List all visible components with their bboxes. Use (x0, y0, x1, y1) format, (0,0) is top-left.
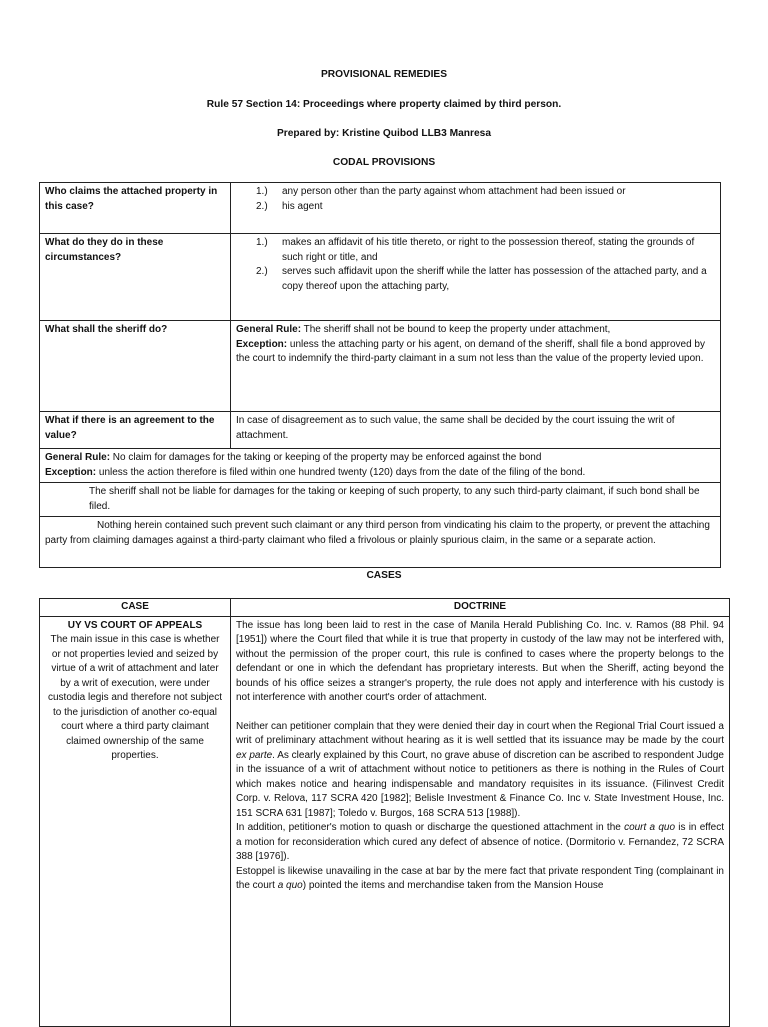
codal-row-who (40, 183, 721, 234)
numbered-list (236, 185, 715, 214)
list-item (236, 265, 715, 294)
doctrine-text: In addition, petitioner's motion to quash or discharge the questioned attachment in the (236, 822, 625, 833)
codal-heading: CODAL PROVISIONS (332, 157, 436, 168)
doctrine-paragraph (236, 865, 724, 894)
codal-answer (231, 183, 721, 234)
case-issue: The main issue in this case is whether or not properties levied and seized by virtue of a writ of attachment and later by a writ of execution, were under custodia legis and therefore not subject to the jurisdiction of another co-equal court where a third party claimant claimed ownership of the same properties. (48, 634, 222, 761)
column-header-doctrine: DOCTRINE (231, 599, 730, 617)
cases-table (39, 598, 730, 1027)
case-cell (40, 616, 231, 1026)
codal-answer (231, 321, 721, 412)
list-item (236, 185, 715, 200)
codal-full-cell (40, 483, 721, 517)
doctrine-paragraph (236, 720, 724, 822)
list-item (236, 236, 715, 265)
list-text: serves such affidavit upon the sheriff while the latter has possession of the attached party, and a copy thereof upon the attaching party, (282, 266, 707, 292)
liability-text: The sheriff shall not be liable for damages for the taking or keeping of such property, to any such third-party claimant, if such bond shall be filed. (89, 486, 700, 512)
codal-row-claimant (40, 517, 721, 568)
codal-question: What if there is an agreement to the value? (40, 412, 231, 449)
codal-row-damages (40, 449, 721, 483)
codal-provisions-table (39, 182, 721, 568)
exception-text: unless the attaching party or his agent, on demand of the sheriff, shall file a bond approved by the court to indemnify the third-party claimant in a sum not less than the value of the property levied upon. (236, 338, 705, 364)
list-number: 1.) (256, 186, 268, 197)
case-row (40, 616, 730, 1026)
case-title: UY VS COURT OF APPEALS (67, 619, 203, 631)
list-text: any person other than the party against whom attachment had been issued or (282, 186, 626, 197)
codal-answer (231, 234, 721, 321)
general-rule-label: General Rule: (236, 324, 302, 335)
codal-row-what-do (40, 234, 721, 321)
codal-question: Who claims the attached property in this case? (40, 183, 231, 234)
claimant-text: Nothing herein contained such prevent such claimant or any third person from vindicating his claim to the property, or prevent the attaching party from claiming damages against a third-party claimant who filed a frivolous or plainly spurious claim, in the same or a separate action. (45, 520, 710, 546)
document-title: PROVISIONAL REMEDIES (320, 69, 448, 80)
list-number: 1.) (256, 237, 268, 248)
column-header-case: CASE (40, 599, 231, 617)
rule-heading: Rule 57 Section 14: Proceedings where property claimed by third person. (206, 99, 562, 110)
codal-question: What do they do in these circumstances? (40, 234, 231, 321)
codal-row-agreement (40, 412, 721, 449)
exception-text: unless the action therefore is filed within one hundred twenty (120) days from the date of the filing of the bond. (96, 466, 586, 478)
list-text: his agent (282, 200, 323, 212)
doctrine-paragraph: The issue has long been laid to rest in the case of Manila Herald Publishing Co. Inc. v. Ramos (88 Phil. 94 [1951]) where the Court filed that while it is true that property in custody of the law may not be interfered with, without the permission of the proper court, this rule is confined to cases where the property belongs to the defendant or one in which the defendant has proprietary interests. But when the Sheriff, acting beyond the bounds of his office seizes a stranger's property, the rule does not apply and interference with his custody is not interference with another court's order of attachment. (236, 619, 724, 703)
list-item (236, 200, 715, 215)
codal-row-liability (40, 483, 721, 517)
codal-question: What shall the sheriff do? (40, 321, 231, 412)
list-number: 2.) (256, 200, 268, 212)
doctrine-paragraph (236, 821, 724, 865)
doctrine-text: . As clearly explained by this Court, no grave abuse of discretion can be ascribed to respondent Judge in the issuance of a writ of attachment without notice to petitioners as there is nothing in the Rules of Court which makes notice and hearing indispensable and mandatory requisites in its issuance. (Filinvest Credit Corp. v. Relova, 117 SCRA 420 [1982]; Belisle Investment & Finance Co. Inc v. State Investment House, Inc. 151 SCRA 631 [1987]; Toledo v. Burgos, 168 SCRA 513 [1988]). (236, 749, 724, 819)
general-rule-text: No claim for damages for the taking or keeping of the property may be enforced against the bond (110, 452, 542, 463)
numbered-list (236, 236, 715, 294)
prepared-by: Prepared by: Kristine Quibod LLB3 Manresa (277, 128, 491, 139)
exception-label: Exception: (45, 466, 97, 478)
codal-row-sheriff (40, 321, 721, 412)
general-rule-label: General Rule: (45, 452, 111, 463)
exception-label: Exception: (236, 338, 288, 350)
doctrine-text: Neither can petitioner complain that they were denied their day in court when the Regional Trial Court issued a writ of preliminary attachment without hearing as it is well settled that its issuance may be made by the court (236, 720, 724, 746)
doctrine-text: ) pointed the items and merchandise taken from the Mansion House (302, 880, 604, 891)
codal-answer: In case of disagreement as to such value, the same shall be decided by the court issuing the writ of attachment. (231, 412, 721, 449)
doctrine-text: is in effect a motion for reconsideration which cured any defect of absence of notice. (Dormitorio v. Fernandez, 72 SCRA 388 [1976]). (236, 822, 724, 862)
doctrine-cell (231, 616, 730, 1026)
doctrine-text: Estoppel is likewise unavailing in the case at bar by the mere fact that private respondent Ting (complainant in the court (236, 865, 724, 891)
cases-heading: CASES (366, 570, 402, 581)
general-rule-text: The sheriff shall not be bound to keep the property under attachment, (301, 324, 611, 335)
cases-header-row (40, 599, 730, 617)
codal-full-cell (40, 449, 721, 483)
list-text: makes an affidavit of his title thereto, or right to the possession thereof, stating the grounds of such right or title, and (282, 237, 695, 263)
doctrine-italic: court a quo (624, 822, 676, 833)
codal-full-cell (40, 517, 721, 568)
doctrine-italic: ex parte (236, 749, 273, 761)
doctrine-italic: a quo (277, 880, 303, 891)
list-number: 2.) (256, 266, 268, 277)
